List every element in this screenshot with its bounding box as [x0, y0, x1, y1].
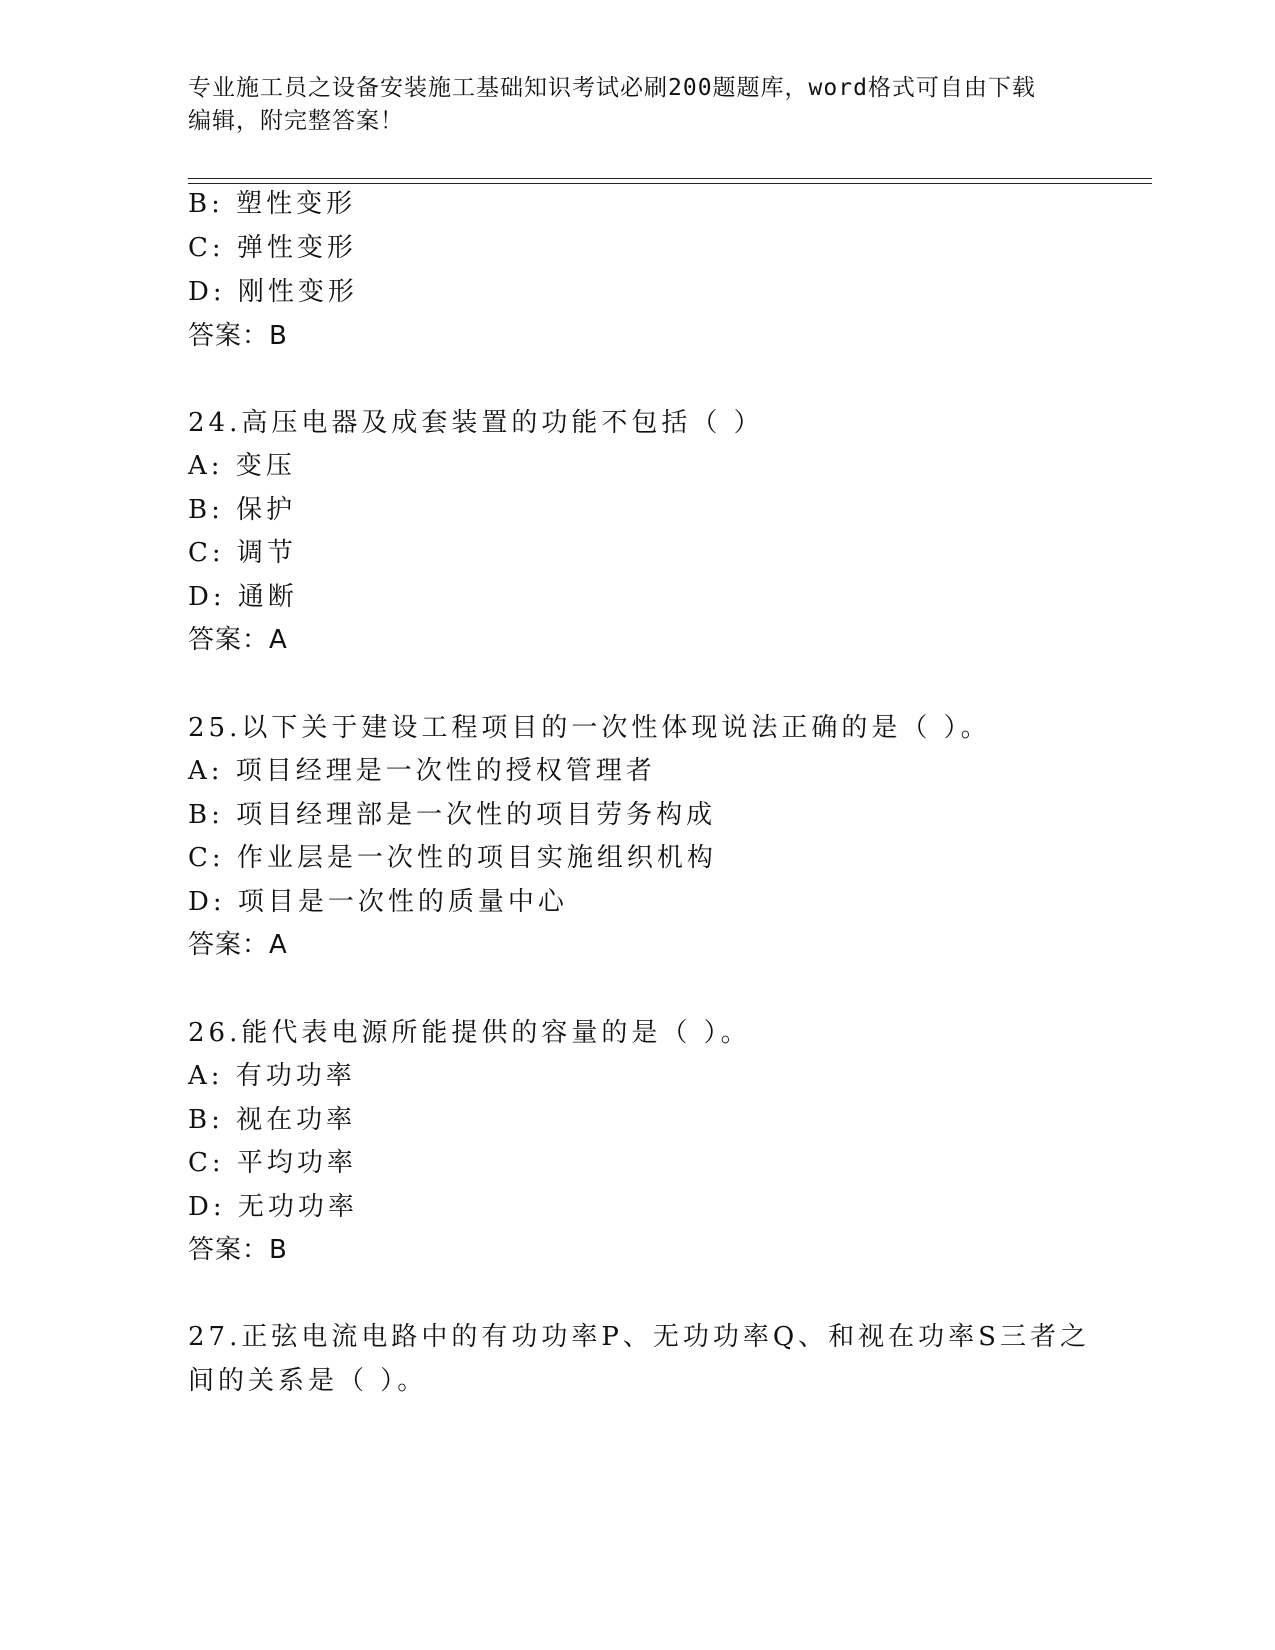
q25-option-a: A: 项目经理是一次性的授权管理者: [188, 756, 656, 786]
header-divider-top: [188, 178, 1152, 179]
q24-option-c: C: 调节: [188, 538, 297, 568]
header-divider-bottom: [188, 183, 1152, 184]
q24-question: 24.高压电器及成套装置的功能不包括（ ）: [188, 408, 764, 438]
q27-question-line-1: 27.正弦电流电路中的有功功率P、无功功率Q、和视在功率S三者之: [188, 1322, 1090, 1352]
document-header: [188, 72, 1088, 138]
q26-option-a: A: 有功功率: [188, 1061, 356, 1091]
q24-option-a: A: 变压: [188, 451, 296, 481]
q24-option-b: B: 保护: [188, 495, 297, 525]
q25-option-c: C: 作业层是一次性的项目实施组织机构: [188, 843, 717, 873]
header-line-1: 专业施工员之设备安装施工基础知识考试必刷200题题库，word格式可自由下载: [188, 75, 1036, 101]
q23-option-d: D: 刚性变形: [188, 277, 358, 307]
q26-option-c: C: 平均功率: [188, 1148, 357, 1178]
q23-option-b: B: 塑性变形: [188, 189, 357, 219]
q26-option-d: D: 无功功率: [188, 1192, 358, 1222]
q23-option-c: C: 弹性变形: [188, 233, 357, 263]
header-line-2: 编辑，附完整答案！: [188, 108, 404, 134]
q26-answer: 答案：B: [188, 1235, 288, 1265]
q23-answer: 答案：B: [188, 321, 288, 351]
q24-option-d: D: 通断: [188, 582, 298, 612]
q25-question: 25.以下关于建设工程项目的一次性体现说法正确的是（ ）。: [188, 713, 991, 743]
q27-question-line-2: 间的关系是（ ）。: [188, 1366, 428, 1396]
q25-option-b: B: 项目经理部是一次性的项目劳务构成: [188, 800, 717, 830]
q24-answer: 答案：A: [188, 625, 288, 655]
q25-option-d: D: 项目是一次性的质量中心: [188, 887, 568, 917]
q25-answer: 答案：A: [188, 930, 288, 960]
q26-option-b: B: 视在功率: [188, 1105, 357, 1135]
q26-question: 26.能代表电源所能提供的容量的是（ ）。: [188, 1018, 751, 1048]
